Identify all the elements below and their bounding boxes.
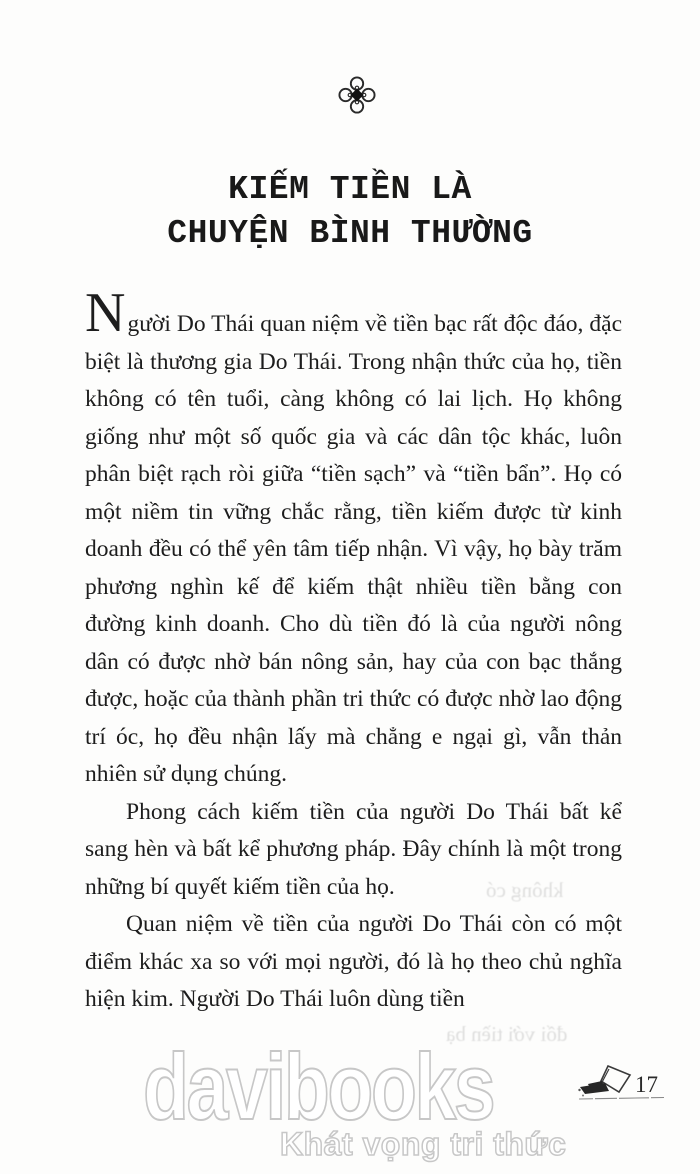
chapter-title-line2: CHUYỆN BÌNH THƯỜNG xyxy=(167,215,533,252)
chapter-title-line1: KIẾM TIỀN LÀ xyxy=(228,171,472,208)
quatrefoil-flower-icon xyxy=(338,76,376,114)
page-footer xyxy=(578,1062,678,1106)
paragraph-2: Phong cách kiếm tiền của người Do Thái bất kể sang hèn và bất kể phương pháp. Đây chính là một trong những bí quyết kiếm tiền của họ. xyxy=(85,798,622,900)
chapter-title xyxy=(0,168,700,256)
davibooks-watermark: davibooks xyxy=(143,1034,494,1139)
paragraph-3: Quan niệm về tiền của người Do Thái còn có một điểm khác xa so với mọi người, đó là họ theo chủ nghĩa hiện kim. Người Do Thái luôn dùng tiền xyxy=(85,911,622,1012)
paragraph-1-text: gười Do Thái quan niệm về tiền bạc rất độc đáo, đặc biệt là thương gia Do Thái. Trong nhận thức của họ, tiền không có tên tuổi, càng không có lai lịch. Họ không giống như một số quốc gia và các dân tộc khác, luôn phân biệt rạch ròi giữa “tiền sạch” và “tiền bẩn”. Họ có một niềm tin vững chắc rằng, tiền kiếm được từ kinh doanh đều có thể yên tâm tiếp nhận. Vì vậy, họ bày trăm phương nghìn kế để kiếm thật nhiều tiền bằng con đường kinh doanh. Cho dù tiền đó là của người nông dân có được nhờ bán nông sản, hay của con bạc thắng được, hoặc của thành phần tri thức có được nhờ lao động trí óc, họ đều nhận lấy mà chẳng e ngại gì, vẫn thản nhiên sử dụng chúng. xyxy=(85,311,622,787)
paragraph-1 xyxy=(85,282,622,794)
initial-cap: N xyxy=(85,282,125,344)
page-number: 17 xyxy=(635,1072,658,1097)
page-bleedthrough-text: không có xyxy=(486,878,564,902)
page-bleedthrough-text: đối với tiền bạ xyxy=(446,1022,568,1046)
body-text xyxy=(85,282,622,1019)
watermark-slogan: Khát vọng tri thức xyxy=(280,1126,567,1162)
